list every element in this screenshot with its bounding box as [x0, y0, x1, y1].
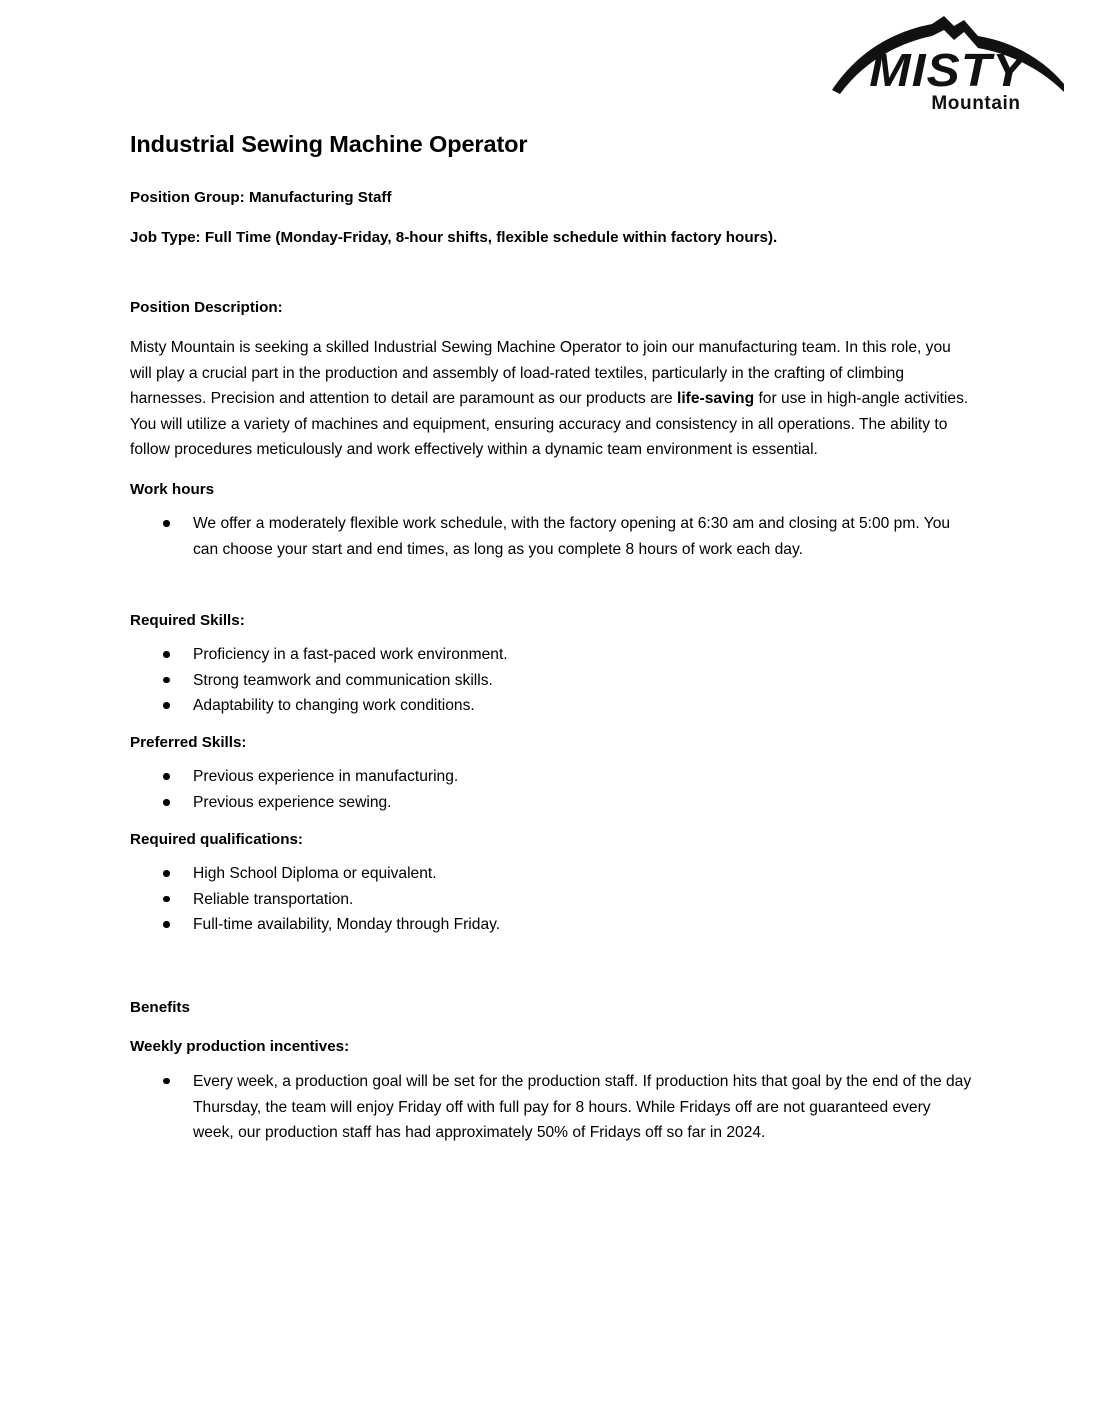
bullet-icon: [163, 870, 170, 877]
bullet-icon: [163, 799, 170, 806]
list-item: [130, 511, 972, 562]
preferred-skills-list: [130, 764, 972, 815]
document-body: [130, 130, 972, 1146]
list-item-text: High School Diploma or equivalent.: [193, 865, 437, 883]
bullet-icon: [163, 702, 170, 709]
bullet-icon: [163, 773, 170, 780]
section-heading-preferred-skills: Preferred Skills:: [130, 733, 247, 751]
section-heading-position-description: Position Description:: [130, 299, 283, 317]
required-skills-list: [130, 642, 972, 719]
list-item: [130, 693, 972, 719]
section-subheading-weekly-incentives: Weekly production incentives:: [130, 1038, 350, 1056]
mountain-icon: [828, 14, 1068, 114]
list-item-text: Full-time availability, Monday through Friday.: [193, 916, 501, 934]
job-type-line: Job Type: Full Time (Monday-Friday, 8-hour shifts, flexible schedule within factory hours).: [130, 228, 778, 246]
bullet-icon: [163, 677, 170, 684]
work-hours-list: [130, 511, 972, 562]
bullet-icon: [163, 896, 170, 903]
bullet-icon: [163, 520, 170, 527]
list-item: [130, 912, 972, 938]
list-item: [130, 1069, 972, 1146]
position-description-paragraph: [130, 335, 972, 463]
list-item-text: Proficiency in a fast-paced work environment.: [193, 646, 508, 664]
required-qualifications-list: [130, 861, 972, 938]
page-title: Industrial Sewing Machine Operator: [130, 131, 528, 157]
list-item-text: Adaptability to changing work conditions.: [193, 697, 475, 715]
list-item-text: Previous experience sewing.: [193, 794, 392, 811]
list-item-text: We offer a moderately flexible work schedule, with the factory opening at 6:30 am and closing at 5:00 pm. You can choose your start and end times, as long as you complete 8 hours of work each day.: [193, 515, 951, 558]
position-group-line: Position Group: Manufacturing Staff: [130, 189, 392, 207]
logo-wordmark: MISTY: [869, 45, 1027, 97]
description-text-after-bold: for use in high-angle activities. You will utilize a variety of machines and equipment, ensuring accuracy and consistency in all operations. The ability to follow procedures meticulously and work effectively within a dynamic team environment is essential.: [130, 390, 969, 459]
bullet-icon: [163, 651, 170, 658]
benefits-list: [130, 1069, 972, 1146]
company-logo: [828, 14, 1068, 114]
description-bold-phrase: life-saving: [676, 390, 755, 408]
list-item-text: Previous experience in manufacturing.: [193, 768, 459, 786]
section-heading-work-hours: Work hours: [130, 480, 215, 498]
list-item: [130, 668, 972, 694]
description-text-before-bold: Misty Mountain is seeking a skilled Industrial Sewing Machine Operator to join our manufacturing team. In this role, you will play a crucial part in the production and assembly of load-rated textiles, particularly in the crafting of climbing harnesses. Precision and attention to detail are paramount as our products are: [130, 338, 951, 408]
list-item-text: Strong teamwork and communication skills.: [193, 671, 493, 689]
list-item: [130, 764, 972, 790]
section-heading-required-skills: Required Skills:: [130, 611, 245, 629]
bullet-icon: [163, 921, 170, 928]
list-item-text: Every week, a production goal will be set for the production staff. If production hits that goal by the end of the day Thursday, the team will enjoy Friday off with full pay for 8 hours. While Fridays off are not guaranteed every week, our production staff has had approximately 50% of Fridays off so far in 2024.: [193, 1072, 972, 1142]
section-heading-required-qualifications: Required qualifications:: [130, 830, 303, 848]
list-item: [130, 861, 972, 887]
section-heading-benefits: Benefits: [130, 998, 190, 1016]
list-item: [130, 642, 972, 668]
bullet-icon: [163, 1078, 170, 1085]
logo-subtext: Mountain: [931, 93, 1021, 114]
list-item-text: Reliable transportation.: [193, 890, 354, 908]
list-item: [130, 887, 972, 913]
list-item: [130, 790, 972, 816]
